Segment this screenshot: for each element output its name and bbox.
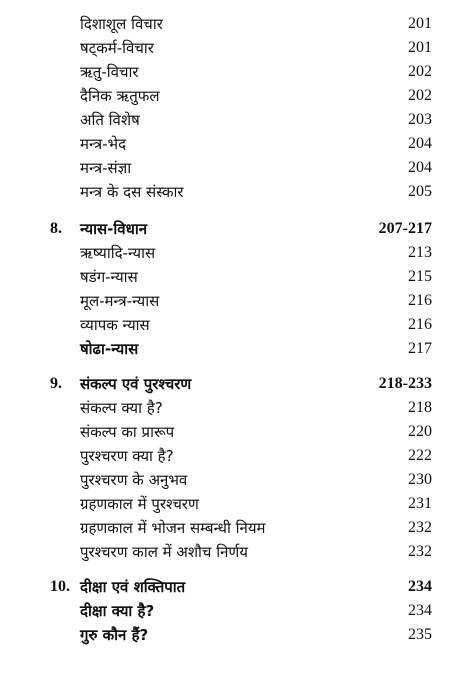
entry-page: 231 (408, 495, 432, 512)
toc-entry (0, 540, 460, 564)
toc-entry (0, 516, 460, 540)
section-title: दीक्षा एवं शक्तिपात (80, 578, 186, 596)
entry-page: 220 (408, 423, 432, 440)
entry-page: 230 (408, 471, 432, 488)
toc-entry (0, 180, 460, 204)
section-pages: 218-233 (378, 375, 432, 392)
entry-page: 217 (408, 340, 432, 357)
entry-page: 216 (408, 292, 432, 309)
entry-title: मूल-मन्त्र-न्यास (80, 292, 160, 310)
entry-page: 201 (408, 39, 432, 56)
entry-title: षोढा-न्यास (80, 340, 139, 358)
entry-title: पुरश्चरण काल में अशौच निर्णय (80, 543, 248, 561)
entry-title: दीक्षा क्या है? (80, 602, 155, 620)
section-number: 10. (50, 578, 70, 595)
entry-title: संकल्प का प्रारूप (80, 423, 175, 441)
section-heading (0, 217, 460, 241)
toc-section-8 (0, 217, 460, 361)
section-heading (0, 372, 460, 396)
entry-title: ऋतु-विचार (80, 63, 139, 81)
entry-page: 201 (408, 15, 432, 32)
section-pages: 234 (408, 578, 432, 595)
entry-page: 204 (408, 135, 432, 152)
toc-entry (0, 84, 460, 108)
toc-section-continued (0, 12, 460, 204)
entry-page: 215 (408, 268, 432, 285)
toc-entry (0, 265, 460, 289)
toc-entry (0, 36, 460, 60)
section-heading (0, 575, 460, 599)
entry-page: 203 (408, 111, 432, 128)
section-number: 8. (50, 220, 62, 237)
entry-title: अति विशेष (80, 111, 140, 129)
entry-title: पुरश्चरण के अनुभव (80, 471, 188, 489)
entry-page: 202 (408, 87, 432, 104)
entry-page: 216 (408, 316, 432, 333)
entry-title: ग्रहणकाल में पुरश्चरण (80, 495, 199, 513)
toc-entry (0, 289, 460, 313)
toc-entry (0, 396, 460, 420)
entry-page: 202 (408, 63, 432, 80)
toc-entry (0, 313, 460, 337)
entry-title: दिशाशूल विचार (80, 15, 163, 33)
entry-title: मन्त्र के दस संस्कार (80, 183, 184, 201)
entry-page: 232 (408, 543, 432, 560)
entry-page: 218 (408, 399, 432, 416)
toc-entry (0, 12, 460, 36)
entry-title: ऋष्यादि-न्यास (80, 244, 156, 262)
entry-page: 235 (408, 626, 432, 643)
toc-entry (0, 420, 460, 444)
section-title: न्यास-विधान (80, 220, 148, 238)
toc-entry (0, 132, 460, 156)
entry-title: षट्कर्म-विचार (80, 39, 154, 57)
toc-entry (0, 337, 460, 361)
toc-entry (0, 60, 460, 84)
entry-title: व्यापक न्यास (80, 316, 150, 334)
toc-entry (0, 108, 460, 132)
toc-entry (0, 468, 460, 492)
section-number: 9. (50, 375, 62, 392)
toc-section-9 (0, 372, 460, 564)
entry-title: संकल्प क्या है? (80, 399, 163, 417)
entry-title: दैनिक ऋतुफल (80, 87, 160, 105)
entry-page: 205 (408, 183, 432, 200)
entry-page: 232 (408, 519, 432, 536)
entry-title: पुरश्चरण क्या है? (80, 447, 174, 465)
toc-entry (0, 599, 460, 623)
section-title: संकल्प एवं पुरश्चरण (80, 375, 192, 393)
toc-entry (0, 156, 460, 180)
entry-title: गुरु कौन हैं? (80, 626, 149, 644)
entry-title: ग्रहणकाल में भोजन सम्बन्धी नियम (80, 519, 266, 537)
toc-section-10 (0, 575, 460, 647)
toc-entry (0, 492, 460, 516)
entry-title: षडंग-न्यास (80, 268, 138, 286)
toc-entry (0, 241, 460, 265)
entry-page: 204 (408, 159, 432, 176)
entry-page: 222 (408, 447, 432, 464)
entry-title: मन्त्र-संज्ञा (80, 159, 132, 177)
entry-page: 234 (408, 602, 432, 619)
entry-page: 213 (408, 244, 432, 261)
toc-entry (0, 444, 460, 468)
toc-entry (0, 623, 460, 647)
section-pages: 207-217 (378, 220, 432, 237)
entry-title: मन्त्र-भेद (80, 135, 127, 153)
